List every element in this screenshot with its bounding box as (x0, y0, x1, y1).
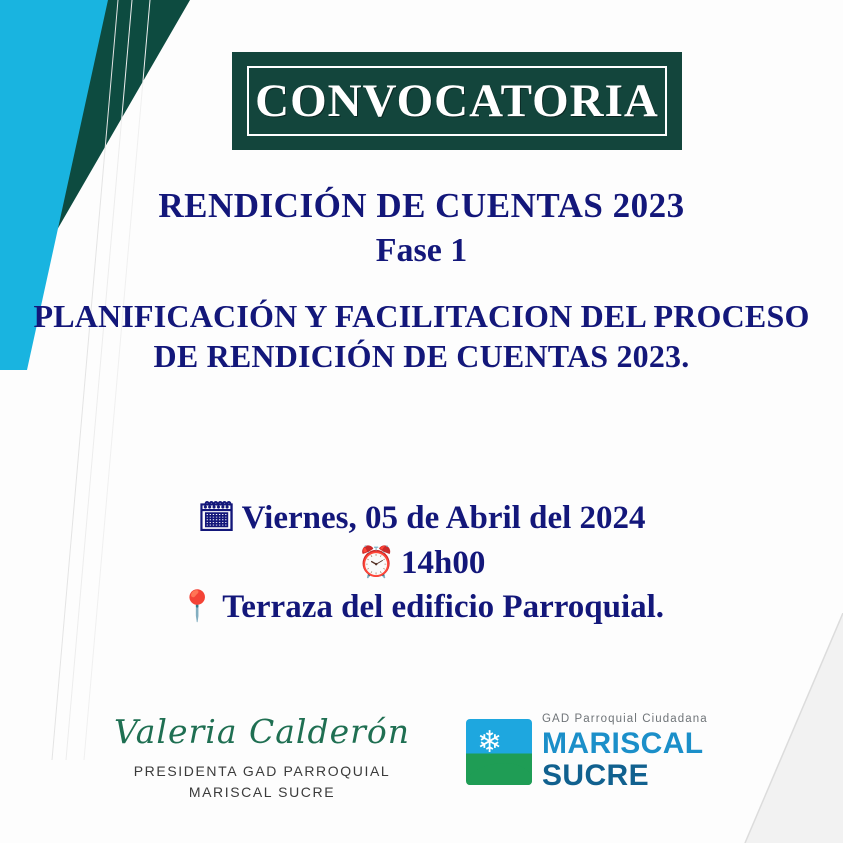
calendar-icon: 🗓 (197, 500, 236, 536)
bird-icon: ❄ (477, 725, 503, 761)
title-banner-border (247, 66, 667, 136)
logo-hill-shape (466, 763, 532, 785)
heading-phase: Fase 1 (375, 232, 468, 269)
alarm-clock-icon: ⏰ (357, 544, 395, 580)
corner-fold-shape (723, 613, 843, 843)
heading-primary: RENDICIÓN DE CUENTAS 2023 (158, 186, 685, 225)
detail-row (0, 496, 843, 541)
title-banner (232, 52, 682, 150)
logo-text-block (542, 714, 708, 791)
detail-date-text: Viernes, 05 de Abril del 2024 (241, 500, 646, 536)
organization-logo (466, 714, 708, 791)
logo-sub-text: SUCRE (542, 758, 650, 792)
signature-role (112, 761, 412, 803)
signature-role-line-2: MARISCAL SUCRE (188, 784, 336, 800)
signature-block (112, 712, 412, 803)
detail-row (0, 541, 843, 586)
detail-row (0, 585, 843, 630)
heading-description: PLANIFICACIÓN Y FACILITACION DEL PROCESO DE RENDICIÓN DE CUENTAS 2023. (33, 298, 810, 374)
banner-title-text: CONVOCATORIA (255, 75, 659, 127)
event-details (0, 496, 843, 630)
detail-place-text: Terraza del edificio Parroquial. (222, 589, 665, 626)
logo-mark (466, 719, 532, 785)
logo-main-text: MARISCAL (542, 726, 704, 760)
location-pin-icon: 📍 (178, 589, 217, 625)
detail-time-text: 14h00 (401, 544, 486, 581)
headings-block (0, 186, 843, 376)
logo-top-text: GAD Parroquial Ciudadana (542, 713, 708, 725)
signature-role-line-1: PRESIDENTA GAD PARROQUIAL (133, 763, 391, 779)
signature-name: Valeria Calderón (113, 712, 411, 751)
